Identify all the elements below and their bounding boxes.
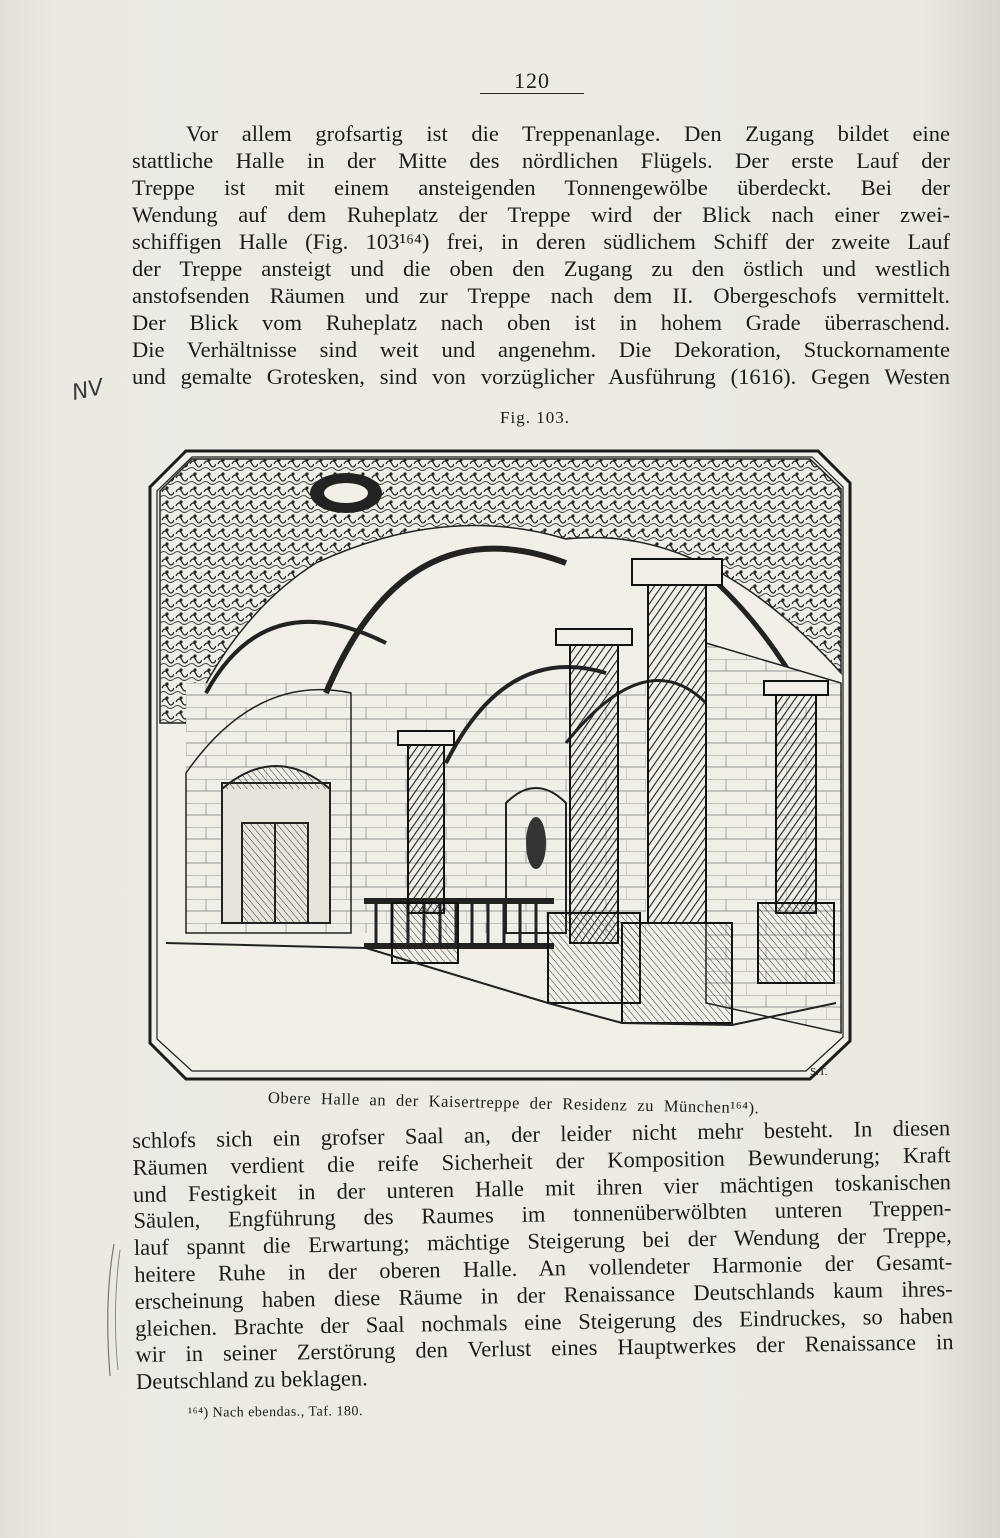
footnote: ¹⁶⁴) Nach ebendas., Taf. 180. xyxy=(187,1404,364,1421)
text-line: und Festigkeit in der unteren Halle mit ihren vier mächtigen toskanischen xyxy=(132,1168,952,1207)
figure-signature: S.T. xyxy=(810,1066,828,1078)
pencil-margin-mark xyxy=(96,1240,126,1380)
text-line: Vor allem grofsartig ist die Treppenanlage. Den Zugang bildet eine xyxy=(186,121,950,146)
text-line: heitere Ruhe in der oberen Halle. An vollendeter Harmonie der Gesamt- xyxy=(134,1249,953,1287)
text-line: gleichen. Brachte der Saal nochmals eine Steigerung des Eindruckes, so haben xyxy=(134,1302,954,1341)
text-line: und gemalte Grotesken, sind von vorzüglicher Ausführung (1616). Gegen Westen xyxy=(132,364,950,389)
text-line: Deutschland zu beklagen. xyxy=(135,1365,368,1395)
text-line: Räumen verdient die reife Sicherheit der Komposition Bewunderung; Kraft xyxy=(132,1141,951,1180)
text-line: Die Verhältnisse sind weit und angenehm. Die Dekoration, Stuckornamente xyxy=(132,337,950,362)
text-line: der Treppe ansteigt und die oben den Zugang zu den östlich und westlich xyxy=(132,256,950,281)
text-line: stattliche Halle in der Mitte des nördlichen Flügels. Der erste Lauf der xyxy=(132,148,950,173)
text-line: Säulen, Engführung des Raumes im tonnenüberwölbten unteren Treppen- xyxy=(133,1195,952,1234)
paragraph-top xyxy=(132,120,950,390)
figure-caption: Obere Halle an der Kaisertreppe der Residenz zu München¹⁶⁴). xyxy=(267,1088,760,1118)
paragraph-bottom xyxy=(132,1115,954,1396)
text-line: schlofs sich ein grofser Saal an, der leider nicht mehr besteht. In diesen xyxy=(132,1115,951,1153)
text-line: Der Blick vom Ruheplatz nach oben ist in hohem Grade überraschend. xyxy=(132,310,950,335)
figure-engraving xyxy=(146,443,858,1083)
text-line: Treppe ist mit einem ansteigenden Tonnengewölbe überdeckt. Bei der xyxy=(132,175,950,200)
handwritten-margin-note: NV xyxy=(69,374,106,407)
page-number-rule xyxy=(480,93,584,94)
page-number: 120 xyxy=(514,68,550,93)
text-line: anstofsenden Räumen und zur Treppe nach dem II. Obergeschofs vermittelt. xyxy=(132,283,950,308)
engraving-illustration xyxy=(146,443,858,1083)
text-line: wir in seiner Zerstörung den Verlust eines Hauptwerkes der Renaissance in xyxy=(135,1329,954,1368)
text-line: lauf spannt die Erwartung; mächtige Steigerung bei der Wendung der Treppe, xyxy=(133,1222,952,1261)
text-line: erscheinung haben diese Räume in der Renaissance Deutschlands kaum ihres- xyxy=(134,1275,953,1314)
figure-label: Fig. 103. xyxy=(500,408,570,427)
text-line: Wendung auf dem Ruheplatz der Treppe wird der Blick nach einer zwei- xyxy=(132,202,950,227)
text-line: schiffigen Halle (Fig. 103¹⁶⁴) frei, in deren südlichem Schiff der zweite Lauf xyxy=(132,229,950,254)
